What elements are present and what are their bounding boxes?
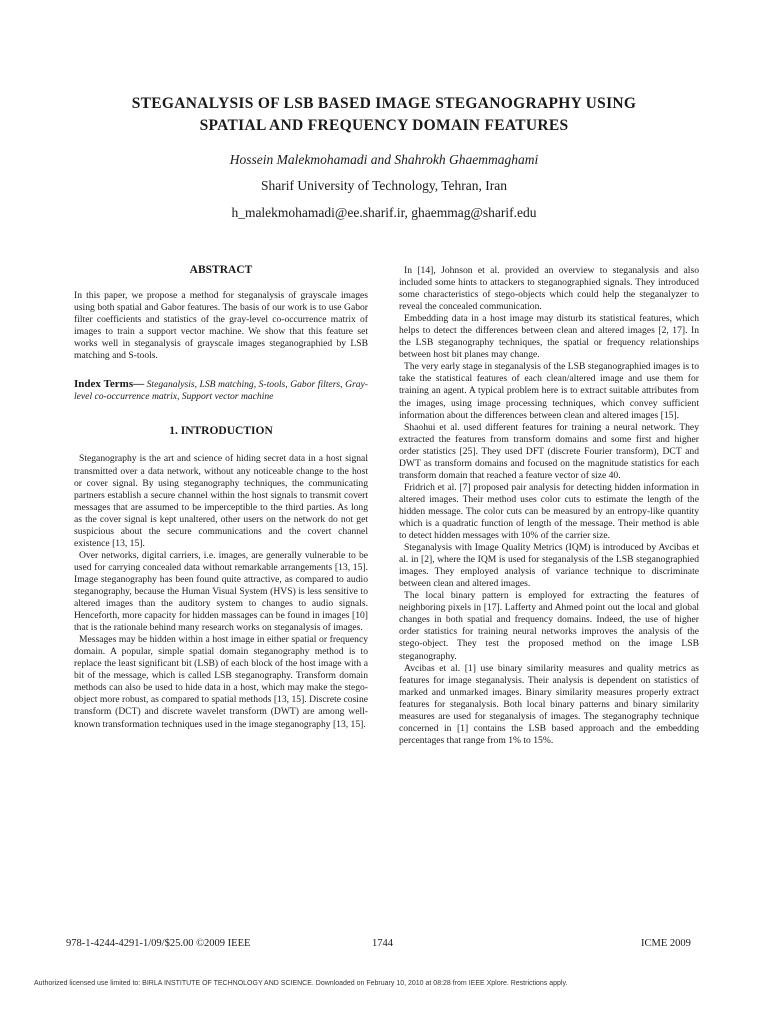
body-paragraph-2: Embedding data in a host image may disturb its statistical features, which helps to detect the differences between clean and altered images [2, 17]. In the LSB steganography techniques, the spatial or frequency relationships between host bit planes may change.: [399, 313, 699, 361]
introduction-heading: 1. INTRODUCTION: [169, 425, 273, 438]
license-notice: Authorized licensed use limited to: BIRLA INSTITUTE OF TECHNOLOGY AND SCIENCE. Downloaded on February 10, 2010 at 08:28 from IEEE Xplore. Restrictions apply.: [34, 980, 568, 987]
abstract-text: In this paper, we propose a method for steganalysis of grayscale images using both spatial and Gabor features. The basis of our work is to use Gabor filter coefficients and statistics of the gray-level co-occurrence matrix of images to train a support vector machine. We show that this feature set works well in steganalysis of grayscale images steganographied by LSB matching and S-tools.: [74, 290, 368, 362]
affiliation: Sharif University of Technology, Tehran, Iran: [260, 178, 508, 193]
title-line-1: STEGANALYSIS OF LSB BASED IMAGE STEGANOGRAPHY USING: [131, 95, 637, 112]
footer-isbn: 978-1-4244-4291-1/09/$25.00 ©2009 IEEE: [66, 938, 251, 949]
footer-page-number: 1744: [372, 938, 393, 949]
abstract-heading: ABSTRACT: [189, 264, 253, 276]
index-terms-text: Steganalysis, LSB matching, S-tools, Gabor filters, Gray-level co-occurrence matrix, Support vector machine: [74, 379, 368, 403]
author-emails: h_malekmohamadi@ee.sharif.ir, ghaemmag@sharif.edu: [231, 205, 537, 220]
index-terms-label: Index Terms—: [74, 378, 145, 391]
intro-paragraph-2: Over networks, digital carriers, i.e. images, are generally vulnerable to be used for carrying concealed data without remarkable arrangements [13, 15]. Image steganography has been found quite attractive, as compared to audio steganography, because the Human Visual System (HVS) is less sensitive to altered images than the auditory system to changes to audio signals. Henceforth, more capacity for hidden massages can be found in images [10] that is the rationale behind many research works on steganalysis of images.: [74, 549, 368, 634]
body-paragraph-1: In [14], Johnson et al. provided an overview to steganalysis and also included some hints to attackers to steganographied signals. They introduced some characteristics of stego-objects which could help the steganalyzer to reveal the concealed communication.: [399, 265, 699, 313]
intro-paragraph-3: Messages may be hidden within a host image in either spatial or frequency domain. A popular, simple spatial domain steganography method is to replace the least significant bit (LSB) of each block of the host image with a bit of the message, which is called LSB steganography. Transform domain methods can also be used to hide data in a host, which may make the stego-object more robust, as compared to spatial methods [13, 15]. Discrete cosine transform (DCT) and discrete wavelet transform (DWT) are among well-known transformation techniques used in the image steganography [13, 15].: [74, 634, 368, 730]
index-terms: [74, 378, 368, 403]
body-paragraph-4: Shaohui et al. used different features for training a neural network. They extracted the features from transform domains and some first and higher order statistics [25]. They used DFT (discrete Fourier transform), DCT and DWT as transform domains and focused on the magnitude statistics for each transform domain that reached a feature vector of size 40.: [399, 421, 699, 481]
authors: Hossein Malekmohamadi and Shahrokh Ghaemmaghami: [229, 152, 539, 167]
right-column: [399, 265, 699, 747]
body-paragraph-6: Steganalysis with Image Quality Metrics (IQM) is introduced by Avcibas et al. in [2], where the IQM is used for steganalysis of the LSB steganographied images. They employed analysis of variance technique to discriminate between clean and altered images.: [399, 542, 699, 590]
body-paragraph-7: The local binary pattern is employed for extracting the features of neighboring pixels in [17]. Lafferty and Ahmed point out the local and global changes in both spatial and frequency domains. Indeed, the use of higher order statistics for training neural networks improves the analysis of the stego-object. They test the proposed method on the image LSB steganography.: [399, 590, 699, 662]
body-paragraph-5: Fridrich et al. [7] proposed pair analysis for detecting hidden information in altered images. Their method uses color cuts to estimate the length of the hidden message. The color cuts can be measured by an entropy-like quantity which is a quadratic function of length of the message. Their method is able to detect hidden messages with 10% of the carrier size.: [399, 481, 699, 542]
body-paragraph-8: Avcibas et al. [1] use binary similarity measures and quality metrics as features for image steganalysis. Their analysis is dependent on statistics of marked and unmarked images. Binary similarity measures properly extract features for steganalysis. Both local binary patterns and binary similarity measures are used for steganalysis of images. The steganography technique concerned in [1] contains the LSB based approach and the embedding percentages that range from 1% to 15%.: [399, 662, 699, 746]
paper-title: [60, 93, 708, 137]
title-line-2: SPATIAL AND FREQUENCY DOMAIN FEATURES: [199, 117, 569, 134]
body-paragraph-3: The very early stage in steganalysis of the LSB steganographied images is to take the statistical features of each clean/altered image and use them for training an agent. A typical problem here is to extract suitable attributes from the images, using image processing techniques, which convey sufficient information about the differences between clean and altered images [15].: [399, 361, 699, 421]
intro-paragraph-1: Steganography is the art and science of hiding secret data in a host signal transmitted over a data network, without any noticeable change to the host or cover signal. By using steganography techniques, the communicating partners establish a secure channel within the host signals to transmit covert messages that are assumed to be imperceptible to the third parties. As long as the cover signal is kept unaltered, other users on the network do not get suspicious about the secure communications and the covert channel existence [13, 15].: [74, 453, 368, 549]
footer-conference: ICME 2009: [641, 938, 691, 949]
left-column: [74, 262, 368, 731]
